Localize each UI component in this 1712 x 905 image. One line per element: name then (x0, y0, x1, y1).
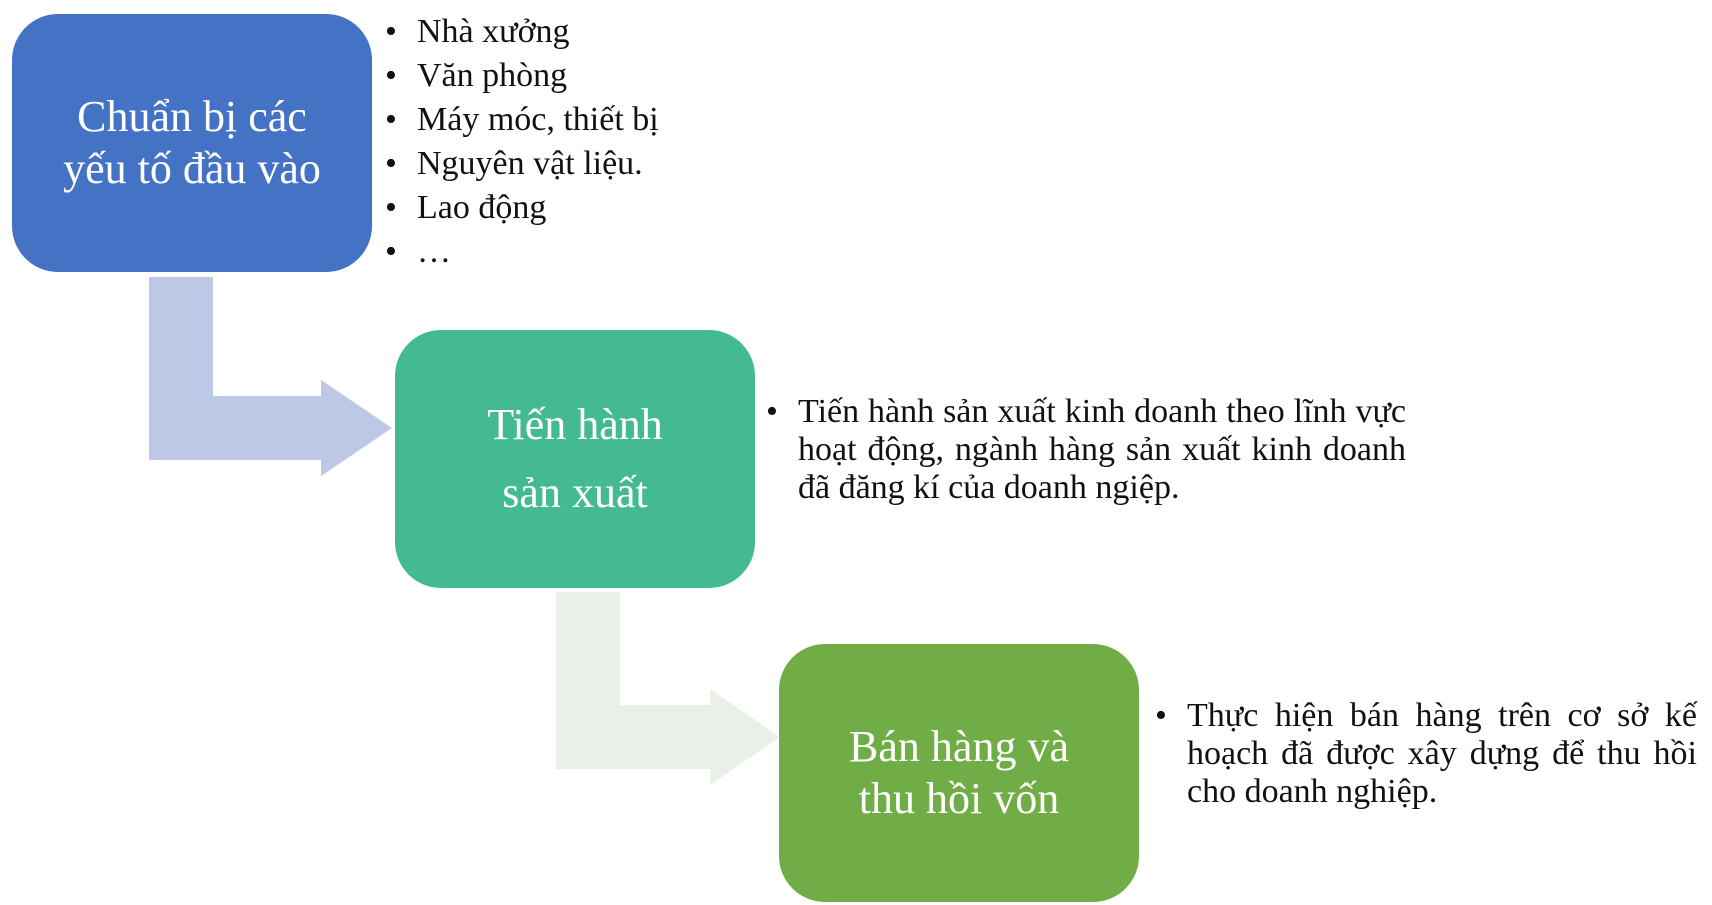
step-title: Tiến hành sản xuất (487, 399, 663, 517)
bullet-list-sales (1155, 697, 1697, 811)
bullet-list-production (766, 393, 1406, 507)
bullet-item: • Tiến hành sản xuất kinh doanh theo lĩnh vực hoạt động, ngành hàng sản xuất kinh doanh đã đăng kí của doanh ngiệp. (766, 393, 1406, 507)
bent-arrow-2-to-3 (556, 592, 780, 785)
bullet-list-inputs (385, 10, 715, 274)
bullet-item: • … (385, 230, 715, 274)
step-title: Bán hàng và thu hồi vốn (849, 722, 1069, 823)
step-box-production (395, 330, 755, 588)
bent-arrow-1-to-2 (149, 277, 392, 476)
bullet-item: • Văn phòng (385, 54, 715, 98)
bullet-item: • Máy móc, thiết bị (385, 98, 715, 142)
bullet-item: • Nhà xưởng (385, 10, 715, 54)
step-title: Chuẩn bị các yếu tố đầu vào (63, 92, 321, 193)
bullet-item: • Lao động (385, 186, 715, 230)
bullet-item: • Thực hiện bán hàng trên cơ sở kế hoạch đã được xây dựng để thu hồi cho doanh nghiệp. (1155, 697, 1697, 811)
step-box-sales (779, 644, 1139, 902)
bullet-item: • Nguyên vật liệu. (385, 142, 715, 186)
step-box-prepare-inputs (12, 14, 372, 272)
